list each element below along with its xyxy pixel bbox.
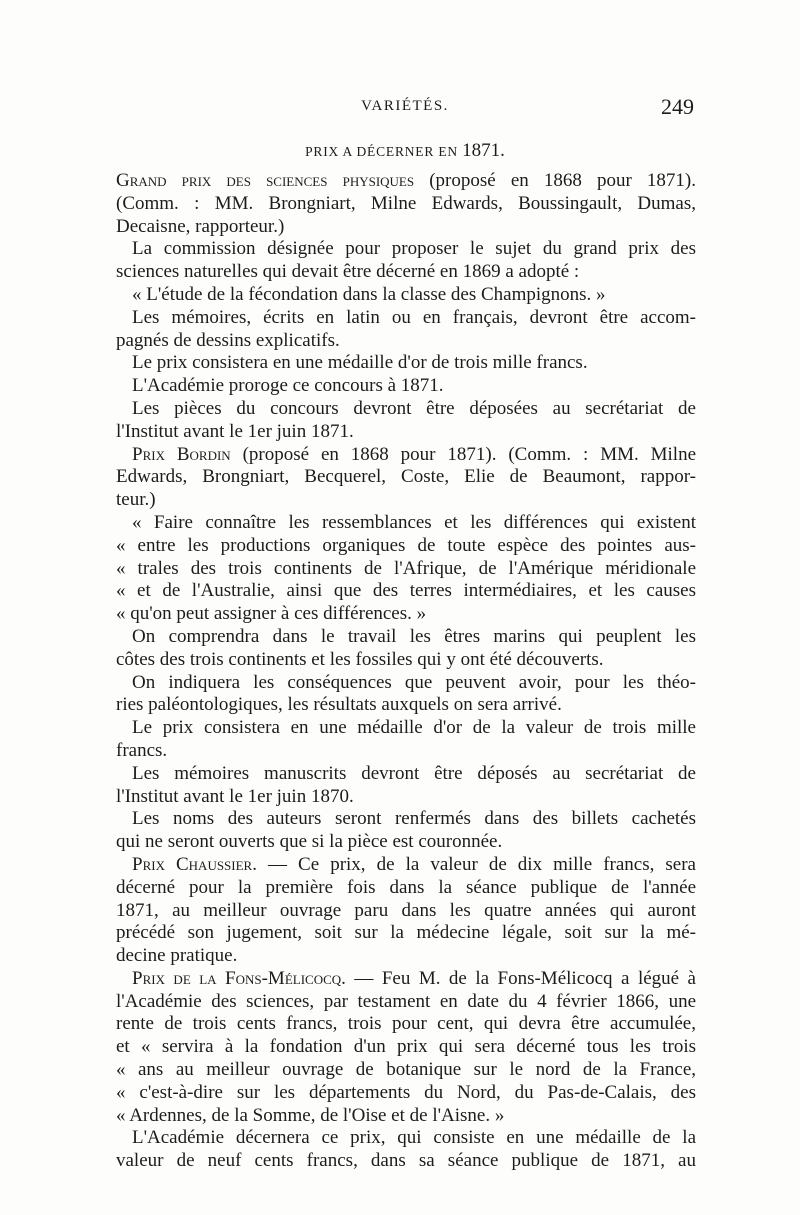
- line-text: francs.: [116, 739, 168, 761]
- text-line: [116, 261, 696, 284]
- text-line: [116, 945, 696, 968]
- text-line: [116, 672, 696, 695]
- text-line: [116, 193, 696, 216]
- line-text: Les mémoires, écrits en latin ou en français, devront être accom-: [132, 306, 696, 328]
- text-line: [116, 170, 696, 193]
- text-line: [116, 1013, 696, 1036]
- section-title-text: PRIX A DÉCERNER EN: [305, 144, 458, 159]
- prize-name: Prix Chaussier.: [132, 853, 257, 875]
- text-line: [116, 1036, 696, 1059]
- line-text: décerné pour la première fois dans la séance publique de l'année: [116, 876, 696, 898]
- line-text: pagnés de dessins explicatifs.: [116, 329, 340, 351]
- text-line: [116, 307, 696, 330]
- line-text: « qu'on peut assigner à ces différences. »: [116, 603, 427, 625]
- line-text: et « servira à la fondation d'un prix qui sera décerné tous les trois: [116, 1036, 696, 1058]
- line-text: L'Académie proroge ce concours à 1871.: [132, 375, 444, 397]
- running-head: VARIÉTÉS.: [361, 98, 449, 114]
- line-text: « entre les productions organiques de toute espèce des pointes aus-: [116, 534, 696, 556]
- text-line: [116, 512, 696, 535]
- line-text: decine pratique.: [116, 945, 238, 967]
- text-line: [116, 1150, 696, 1173]
- text-line: [116, 238, 696, 261]
- line-text: « Ardennes, de la Somme, de l'Oise et de l'Aisne. »: [116, 1104, 505, 1126]
- section-title-year: 1871.: [462, 140, 505, 161]
- line-text: « L'étude de la fécondation dans la classe des Champignons. »: [132, 283, 606, 305]
- line-text: 1871, au meilleur ouvrage paru dans les quatre années qui auront: [116, 899, 696, 921]
- line-text: Le prix consistera en une médaille d'or de trois mille francs.: [132, 352, 588, 374]
- section-title: [116, 140, 694, 162]
- line-text: — Ce prix, de la valeur de dix mille francs, sera: [256, 853, 696, 875]
- text-line: [116, 968, 696, 991]
- line-text: « c'est-à-dire sur les départements du Nord, du Pas-de-Calais, des: [116, 1081, 696, 1103]
- text-line: [116, 284, 696, 307]
- text-line: [116, 421, 696, 444]
- text-line: [116, 740, 696, 763]
- line-text: (Comm. : MM. Brongniart, Milne Edwards, Boussingault, Dumas,: [116, 192, 696, 214]
- prize-name: Prix Bordin: [132, 443, 231, 465]
- text-line: [116, 216, 696, 239]
- line-text: sciences naturelles qui devait être décerné en 1869 a adopté :: [116, 261, 580, 283]
- text-line: [116, 694, 696, 717]
- text-line: [116, 603, 696, 626]
- text-line: [116, 922, 696, 945]
- text-line: [116, 535, 696, 558]
- body-text: [116, 170, 696, 1173]
- line-text: Decaisne, rapporteur.): [116, 215, 285, 237]
- line-text: rente de trois cents francs, trois pour cent, qui devra être accumulée,: [116, 1013, 696, 1035]
- text-line: [116, 626, 696, 649]
- line-text: Les mémoires manuscrits devront être déposés au secrétariat de: [132, 762, 696, 784]
- line-text: teur.): [116, 489, 156, 511]
- line-text: L'Académie décernera ce prix, qui consiste en une médaille de la: [132, 1127, 696, 1149]
- text-line: [116, 786, 696, 809]
- prize-name: Prix de la Fons-Mélicocq.: [132, 967, 346, 989]
- text-line: [116, 330, 696, 353]
- line-text: Les noms des auteurs seront renfermés dans des billets cachetés: [132, 808, 696, 830]
- text-line: [116, 375, 696, 398]
- text-line: [116, 991, 696, 1014]
- line-text: « ans au meilleur ouvrage de botanique sur le nord de la France,: [116, 1059, 696, 1081]
- line-text: — Feu M. de la Fons-Mélicocq a légué à: [345, 967, 696, 989]
- text-line: [116, 466, 696, 489]
- line-text: précédé son jugement, soit sur la médecine légale, soit sur la mé-: [116, 922, 696, 944]
- line-text: (proposé en 1868 pour 1871).: [414, 170, 696, 191]
- line-text: La commission désignée pour proposer le sujet du grand prix des: [132, 238, 696, 260]
- line-text: Les pièces du concours devront être déposées au secrétariat de: [132, 397, 696, 419]
- text-line: [116, 489, 696, 512]
- text-line: [116, 1127, 696, 1150]
- page-number: 249: [661, 94, 694, 119]
- line-text: valeur de neuf cents francs, dans sa séance publique de 1871, au: [116, 1150, 696, 1172]
- text-line: [116, 900, 696, 923]
- line-text: On comprendra dans le travail les êtres marins qui peuplent les: [132, 625, 696, 647]
- text-line: [116, 854, 696, 877]
- text-line: [116, 649, 696, 672]
- line-text: ries paléontologiques, les résultats auxquels on sera arrivé.: [116, 694, 562, 716]
- text-line: [116, 877, 696, 900]
- line-text: On indiquera les conséquences que peuvent avoir, pour les théo-: [132, 671, 696, 693]
- page-header: [116, 96, 694, 122]
- line-text: côtes des trois continents et les fossiles qui y ont été découverts.: [116, 648, 604, 670]
- line-text: (proposé en 1868 pour 1871). (Comm. : MM. Milne: [230, 443, 697, 465]
- text-line: [116, 352, 696, 375]
- text-line: [116, 763, 696, 786]
- text-line: [116, 398, 696, 421]
- text-line: [116, 808, 696, 831]
- line-text: l'Institut avant le 1er juin 1871.: [116, 420, 354, 442]
- line-text: l'Institut avant le 1er juin 1870.: [116, 785, 354, 807]
- line-text: « Faire connaître les ressemblances et les différences qui existent: [132, 511, 696, 533]
- text-line: [116, 580, 696, 603]
- text-line: [116, 444, 696, 467]
- text-line: [116, 1059, 696, 1082]
- prize-name: Grand prix des sciences physiques: [116, 170, 415, 191]
- text-line: [116, 717, 696, 740]
- text-line: [116, 1105, 696, 1128]
- text-line: [116, 558, 696, 581]
- line-text: « et de l'Australie, ainsi que des terres intermédiaires, et les causes: [116, 580, 696, 602]
- line-text: Edwards, Brongniart, Becquerel, Coste, Elie de Beaumont, rappor-: [116, 466, 696, 488]
- line-text: « trales des trois continents de l'Afrique, de l'Amérique méridionale: [116, 557, 696, 579]
- line-text: l'Académie des sciences, par testament en date du 4 février 1866, une: [116, 990, 696, 1012]
- text-line: [116, 831, 696, 854]
- text-line: [116, 1082, 696, 1105]
- line-text: qui ne seront ouverts que si la pièce est couronnée.: [116, 831, 503, 853]
- line-text: Le prix consistera en une médaille d'or de la valeur de trois mille: [132, 717, 696, 739]
